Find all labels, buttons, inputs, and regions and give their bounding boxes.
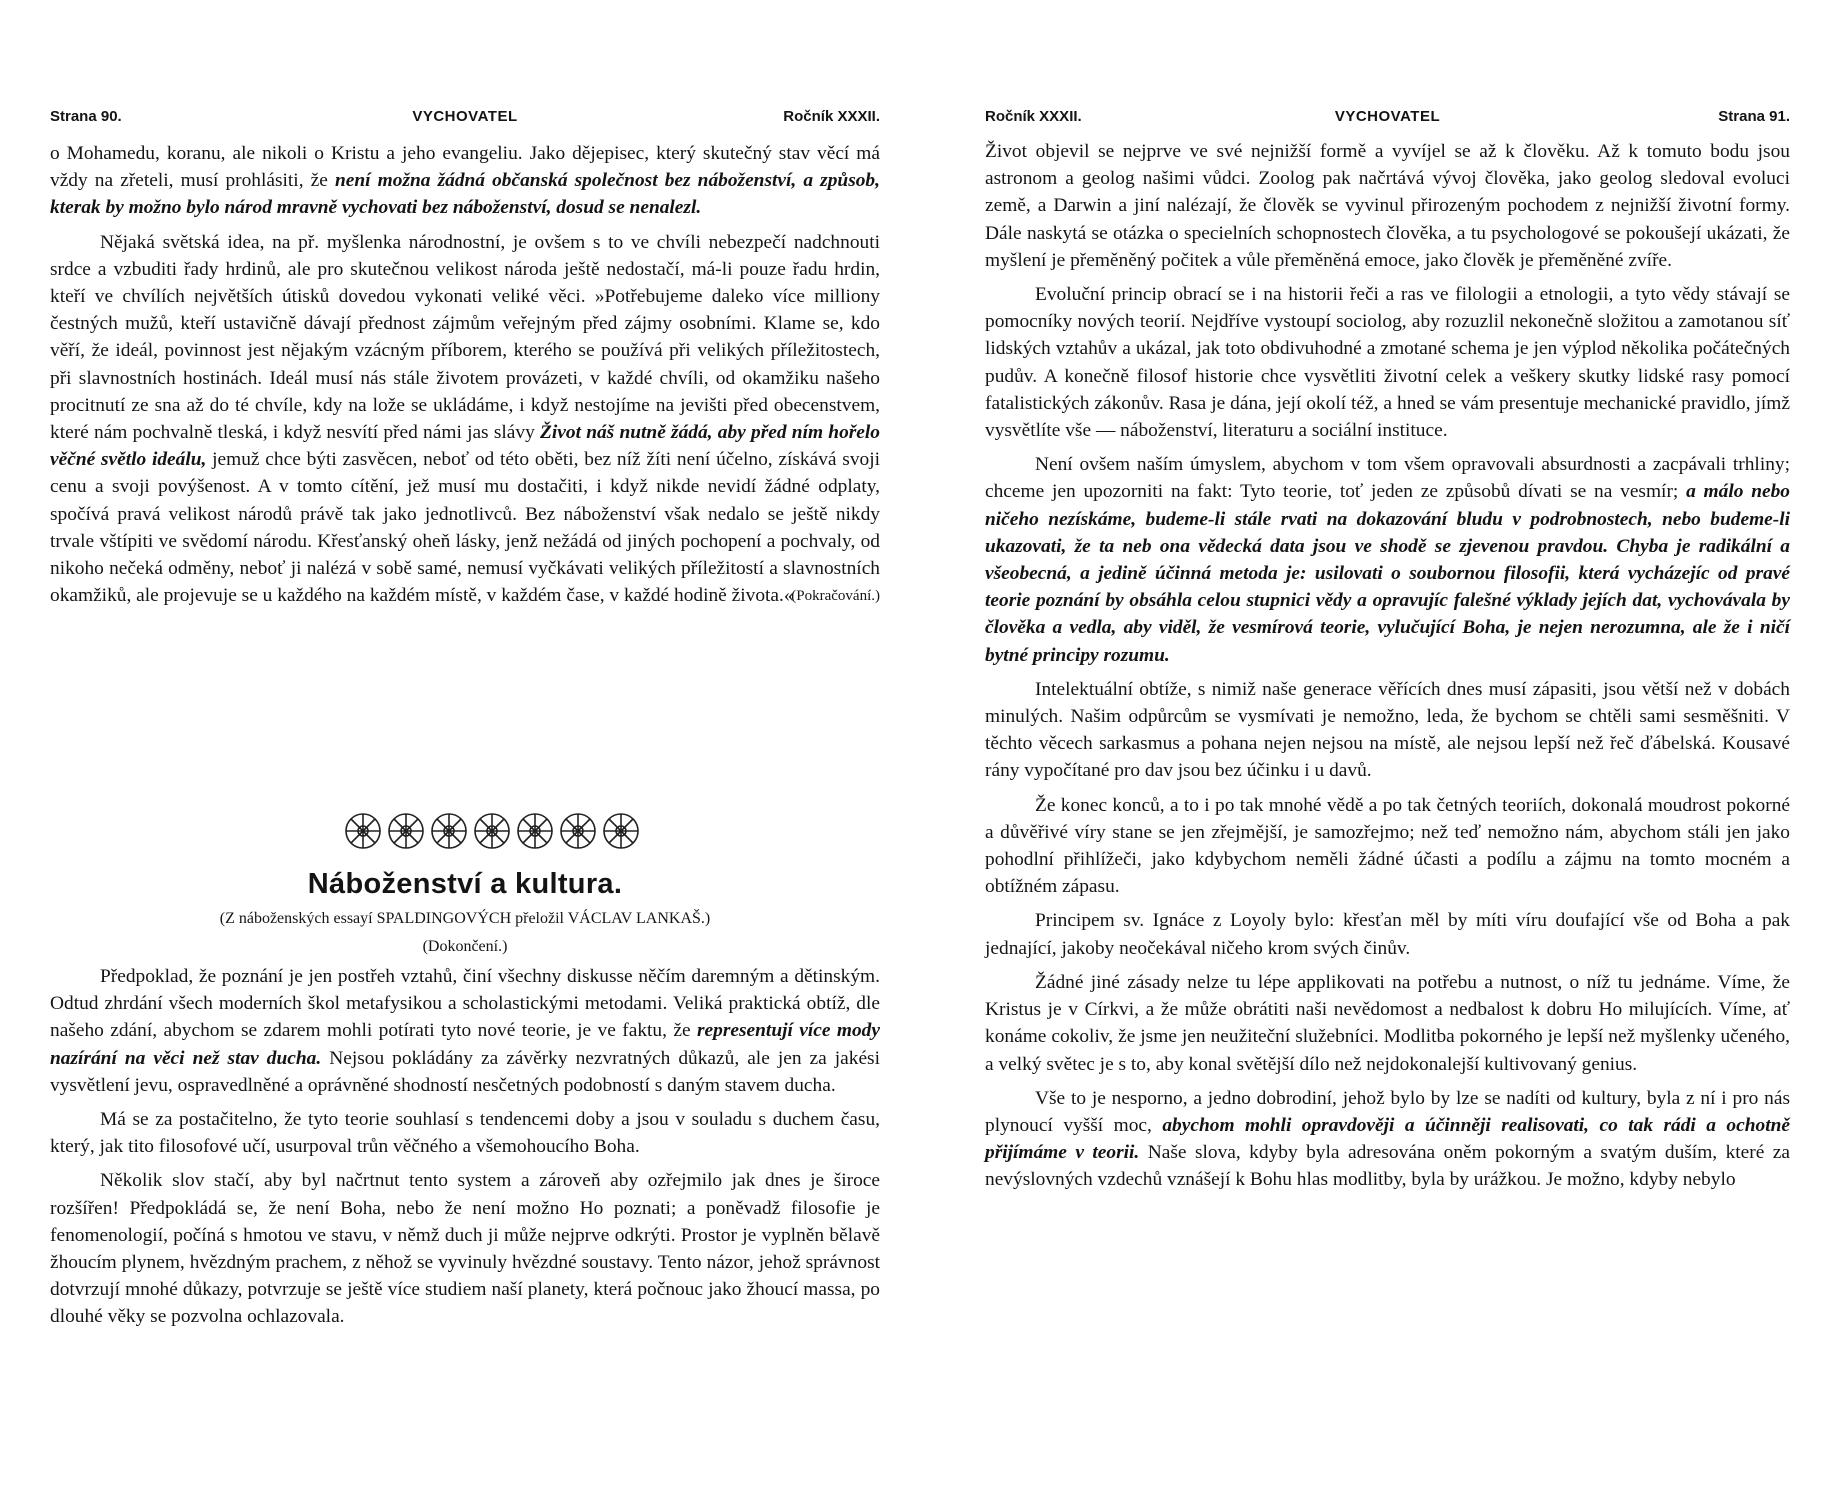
right-paragraph-3: Není ovšem naším úmyslem, abychom v tom všem opravovali absurdnosti a zacpávali trhliny; chceme jen upozorniti na fakt: Tyto teorie, toť jeden ze způsobů dívati se na vesmír; a málo nebo ničeho nezískáme, budeme-li stále rvati na dokazování bludu v podrobnostech, nebo budeme-li ukazovati, že ta neb ona vědecká data jsou ve shodě se zjevenou pravdou. Chyba je radikální a všeobecná, a jedině účinná metoda je: usilovati o soubornou filosofii, která vycházejíc od pravé teorie poznání by obsáhla celou stupnici vědy a opravujíc falešné výklady jejích dat, vychovávala by člověka a vedla, aby viděl, že vesmírová teorie, vylučující Boha, je nejen nerozumna, ale že i ničí bytné principy rozumu. [985,454,1790,666]
left-page-header [50,108,880,130]
article-title: Náboženství a kultura. [307,868,623,900]
right-paragraph-1: Život objevil se nejprve ve své nejnižší formě a vyvíjel se až k člověku. Až k tomuto bodu jsou astronom a geolog našimi vůdci. Zoolog pak načrtává vývoj člověka, jako geolog sledoval evoluci země, a Darwin a jiní nalézají, že člověk se vyvinul přirozeným pochodem z nejnižší životní formy. Dále naskytá se otázka o specielních schopnostech člověka, a tu psychologové se pokoušejí ukázati, že myšlení je přeměněný počitek a vůle přeměněná emoce, jako člověk je přeměněné zvíře. [985,141,1790,271]
right-paragraph-5: Že konec konců, a to i po tak mnohé vědě a po tak četných teoriích, dokonalá moudrost pokorné a důvěřivé víry stane se jen zřejmější, je samozřejmo; než teď nemožno nám, abychom stáli jen jako pohodlní přihlížeči, jako kdybychom neměli žádné účasti a podílu a zájmu na tomto mocném a obtížném zápasu. [985,794,1790,898]
left-paragraph-2: Nějaká světská idea, na př. myšlenka národnostní, je ovšem s to ve chvíli nebezpečí nadchnouti srdce a vzbuditi řady hrdinů, ale pro skutečnou velikost národa ještě nedostačí, má-li pouze řadu hrdin, kteří ve chvílích největších útisků dovedou vykonati veliké věci. »Potřebujeme daleko více milliony čestných mužů, kteří ustavičně dávají přednost zájmům veřejným před zájmy osobními. Klame se, kdo věří, že ideál, povinnost jest nějakým vzácným příborem, kterého se používá při velikých příležitostech, při slavnostních hostinách. Ideál musí nás stále životem provázeti, v každé chvíli, od okamžiku našeho procitnutí ze sna až do té chvíle, kdy na lože se ukládáme, i když nestojíme na jevišti před obecenstvem, které nám pochvalně tleská, i když nesvítí před námi jas slávy Život náš nutně žádá, aby před ním hořelo věčné světlo ideálu, jemuž chce býti zasvěcen, neboť od této oběti, bez níž žíti není účelno, získává svoji cenu a svoji povýšenost. A v tomto cítění, jež musí mu dostačiti, i když nikde nevidí žádné odplaty, spočívá pravá velikost národů právě tak jako jednotlivců. Bez náboženství však nedalo se ještě nikdy trvale vštípiti ve svědomí národu. Křesťanský oheň lásky, jenž nežádá od jiných pochopení a pochvaly, od nikoho nečeká odměny, neboť ji nalézá v sobě samé, nemusí vyčkávati velikých příležitostí a slavnostních okamžiků, ale projevuje se u každého na každém místě, v každém čase, v každé hodině života.« [50,231,880,607]
right-page-number: Strana 91. [1718,108,1790,125]
right-paragraph-4: Intelektuální obtíže, s nimiž naše generace věřících dnes musí zápasiti, jsou větší než v dobách minulých. Našim odpůrcům se vysmívati je nemožno, leda, že bychom se chtěli sami sesměšniti. V těchto věcech sarkasmus a pohana nejen nejsou na místě, ale nejsou lepší než řeč ďábelská. Kousavé rány vypočítané pro dav jsou bez účinku i u davů. [985,678,1790,782]
right-page-header [985,108,1790,130]
left-article-body [50,963,880,1338]
article-paragraph-2: Má se za postačitelno, že tyto teorie souhlasí s tendencemi doby a jsou v souladu s duchem času, který, jak tito filosofové učí, usurpoval trůn věčného a všemohoucího Boha. [50,1109,880,1158]
left-page [50,0,880,1500]
right-paragraph-6: Principem sv. Ignáce z Loyoly bylo: křesťan měl by míti víru doufající vše od Boha a pak jednající, jakoby neočekával ničeho krom svých činův. [985,910,1790,959]
right-paragraph-7: Žádné jiné zásady nelze tu lépe applikovati na potřebu a nutnost, o níž tu jednáme. Víme, že Kristus je v Církvi, a že může obrátiti naši nevědomost a nedbalost k dobru Ho milujících. Víme, ať konáme cokoliv, že jsme jen neužiteční služebníci. Modlitba pokorného je lepší než myšlenky učeného, a velký světec je s to, aby konal světější dílo než nejdokonalejší kultivovaný genius. [985,971,1790,1075]
left-page-number: Strana 90. [50,108,122,125]
right-page [985,0,1790,1500]
right-page-body [985,138,1790,1201]
right-volume: Ročník XXXII. [985,108,1082,125]
continuation-note: (Pokračování.) [791,588,880,605]
left-paragraph-1: o Mohamedu, koranu, ale nikoli o Kristu a jeho evangeliu. Jako dějepisec, který skutečný stav věcí má vždy na zřeteli, musí prohlásiti, že není možna žádná občanská společnost bez náboženství, a způsob, kterak by možno bylo národ mravně vychovati bez náboženství, dosud se nenalezl. [50,143,880,219]
right-paragraph-2: Evoluční princip obrací se i na historii řeči a ras ve filologii a etnologii, a tyto vědy stávají se pomocníky nových teorií. Nejdříve vystoupí sociolog, aby rozuzlil nekonečně složitou a zamotanou síť lidských vztahův a ukázal, jak toto obdivuhodné a zmotané schema je jen výplod několika počátečných pudův. A konečně filosof historie chce vysvětliti životní celek a veškery skutky lidské rasy pomocí fatalistických zákonův. Rasa je dána, její okolí též, a hned se vám presentuje mechanické pravidlo, jímž vysvětlíte vše — náboženství, literaturu a sociální instituce. [985,284,1790,442]
ornament-divider [342,810,642,852]
left-article-end [50,140,880,611]
article-paragraph-1: Předpoklad, že poznání je jen postřeh vztahů, činí všechny diskusse něčím daremným a dětinským. Odtud zhrdání všech moderních škol metafysikou a scholastickými metodami. Veliká praktická obtíž, dle našeho zdání, abychom se zdarem mohli potírati tyto nové teorie, je ve faktu, že representují více mody nazírání na věci než stav ducha. Nejsou pokládány za závěrky nezvratných důkazů, ale jen za jakési vysvětlení jevu, ospravedlněné a oprávněné shodností nesčetných podobností s daným stavem ducha. [50,966,880,1096]
article-paragraph-3: Několik slov stačí, aby byl načrtnut tento system a zároveň aby ozřejmilo jak dnes je široce rozšířen! Předpokládá se, že není Boha, nebo že není možno Ho poznati; a poněvadž filosofie je fenomenologií, počíná s hmotou ve stavu, v němž duch ji může nejprve odkrýti. Prostor je vyplněn bělavě žhoucím plynem, hvězdným prachem, z něhož se vyvinuly hvězdné soustavy. Tento názor, jehož správnost dotvrzují mnohé důkazy, potvrzuje se ještě více studiem naší planety, která počnouc jako žhoucí massa, po dlouhé věky se pozvolna ochlazovala. [50,1170,880,1328]
right-paragraph-8: Vše to je nesporno, a jedno dobrodiní, jehož bylo by lze se nadíti od kultury, byla z ní i pro nás plynoucí vyšší moc, abychom mohli opravdověji a účinněji realisovati, co tak rádi a ochotně přijímáme v teorii. Naše slova, kdyby byla adresována oněm pokorným a svatým duším, které za nevýslovných vzdechů vznášejí k Bohu hlas modlitby, byla by urážkou. Je možno, kdyby nebylo [985,1087,1791,1191]
right-journal-title: VYCHOVATEL [1334,108,1441,125]
left-journal-title: VYCHOVATEL [412,108,518,125]
left-volume: Ročník XXXII. [783,108,880,125]
article-subtitle: (Z náboženských essayí SPALDINGOVÝCH přeložil VÁCLAV LANKAŠ.) [219,910,711,927]
article-note: (Dokončení.) [422,938,508,955]
